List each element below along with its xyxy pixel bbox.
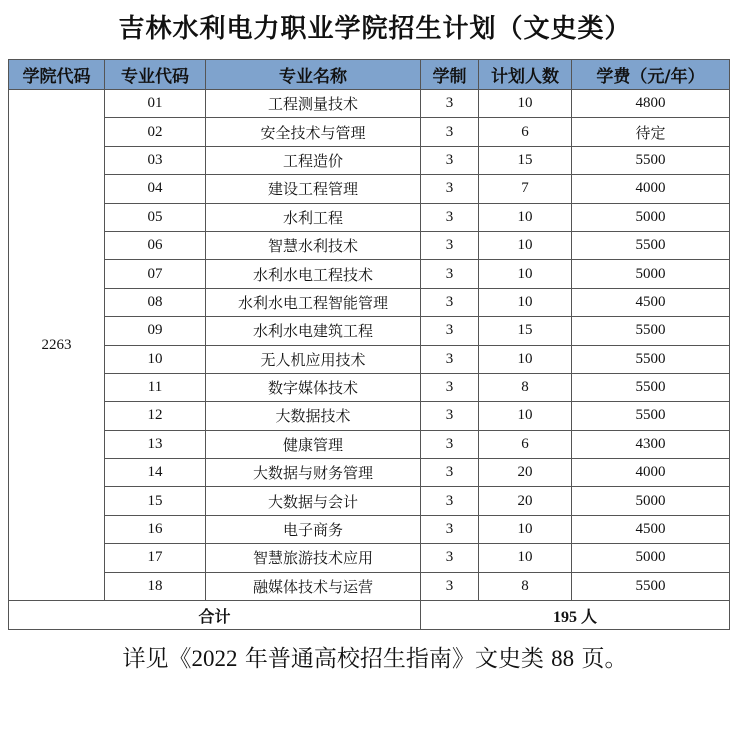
duration-cell: 3 [421,402,479,430]
total-label: 合计 [9,601,421,630]
plan-count-cell: 20 [479,487,572,515]
major-name-cell: 数字媒体技术 [206,373,421,401]
tuition-cell: 5000 [572,203,730,231]
header-school-code: 学院代码 [9,60,105,90]
major-name-cell: 建设工程管理 [206,175,421,203]
tuition-cell: 5000 [572,260,730,288]
major-code-cell: 08 [105,288,206,316]
table-row [9,515,730,543]
duration-cell: 3 [421,459,479,487]
footnote-prefix: 详见《 [122,646,192,672]
plan-count-cell: 15 [479,317,572,345]
major-code-cell: 15 [105,487,206,515]
table-row [9,544,730,572]
major-name-cell: 水利水电工程技术 [206,260,421,288]
duration-cell: 3 [421,430,479,458]
major-code-cell: 18 [105,572,206,600]
header-major-name: 专业名称 [206,60,421,90]
table-row [9,487,730,515]
header-major-code: 专业代码 [105,60,206,90]
tuition-cell: 待定 [572,118,730,146]
tuition-cell: 4000 [572,459,730,487]
plan-count-cell: 10 [479,345,572,373]
duration-cell: 3 [421,146,479,174]
school-code-cell: 2263 [9,90,105,601]
plan-count-cell: 8 [479,572,572,600]
table-row [9,459,730,487]
table-row [9,175,730,203]
tuition-cell: 5500 [572,317,730,345]
plan-count-cell: 20 [479,459,572,487]
table-row [9,345,730,373]
plan-count-cell: 10 [479,231,572,259]
major-name-cell: 大数据技术 [206,402,421,430]
footnote-page: 88 [551,646,575,671]
tuition-cell: 4500 [572,288,730,316]
major-name-cell: 水利工程 [206,203,421,231]
duration-cell: 3 [421,373,479,401]
major-code-cell: 03 [105,146,206,174]
major-name-cell: 安全技术与管理 [206,118,421,146]
footnote-suffix: 页。 [574,646,628,672]
major-code-cell: 13 [105,430,206,458]
table-row [9,317,730,345]
duration-cell: 3 [421,118,479,146]
tuition-cell: 4300 [572,430,730,458]
header-tuition: 学费（元/年） [572,60,730,90]
duration-cell: 3 [421,515,479,543]
enrollment-plan-table [8,59,730,630]
major-code-cell: 01 [105,90,206,118]
table-row [9,430,730,458]
plan-count-cell: 6 [479,118,572,146]
table-row [9,572,730,600]
footnote-middle: 年普通高校招生指南》文史类 [237,646,552,672]
major-name-cell: 融媒体技术与运营 [206,572,421,600]
major-name-cell: 大数据与会计 [206,487,421,515]
plan-count-cell: 10 [479,260,572,288]
major-name-cell: 大数据与财务管理 [206,459,421,487]
table-row [9,288,730,316]
plan-count-cell: 10 [479,544,572,572]
plan-count-cell: 10 [479,515,572,543]
table-row [9,146,730,174]
duration-cell: 3 [421,345,479,373]
tuition-cell: 5500 [572,373,730,401]
table-row [9,260,730,288]
duration-cell: 3 [421,572,479,600]
footnote-year: 2022 [191,646,238,671]
tuition-cell: 4800 [572,90,730,118]
tuition-cell: 5500 [572,231,730,259]
page-title: 吉林水利电力职业学院招生计划（文史类） [118,14,632,44]
major-code-cell: 17 [105,544,206,572]
major-name-cell: 无人机应用技术 [206,345,421,373]
major-code-cell: 09 [105,317,206,345]
major-code-cell: 10 [105,345,206,373]
tuition-cell: 4000 [572,175,730,203]
table-row [9,373,730,401]
major-name-cell: 智慧水利技术 [206,231,421,259]
major-code-cell: 16 [105,515,206,543]
plan-count-cell: 6 [479,430,572,458]
duration-cell: 3 [421,175,479,203]
total-value: 195 人 [421,601,730,630]
table-row [9,231,730,259]
table-row [9,203,730,231]
tuition-cell: 4500 [572,515,730,543]
tuition-cell: 5500 [572,146,730,174]
major-code-cell: 12 [105,402,206,430]
footnote [0,640,750,673]
plan-count-cell: 10 [479,402,572,430]
tuition-cell: 5500 [572,402,730,430]
duration-cell: 3 [421,544,479,572]
duration-cell: 3 [421,90,479,118]
header-duration: 学制 [421,60,479,90]
major-code-cell: 04 [105,175,206,203]
tuition-cell: 5000 [572,544,730,572]
major-name-cell: 水利水电工程智能管理 [206,288,421,316]
major-code-cell: 07 [105,260,206,288]
plan-count-cell: 10 [479,203,572,231]
table-row [9,118,730,146]
duration-cell: 3 [421,487,479,515]
duration-cell: 3 [421,231,479,259]
tuition-cell: 5000 [572,487,730,515]
plan-count-cell: 15 [479,146,572,174]
duration-cell: 3 [421,260,479,288]
plan-count-cell: 7 [479,175,572,203]
duration-cell: 3 [421,288,479,316]
plan-count-cell: 8 [479,373,572,401]
major-name-cell: 健康管理 [206,430,421,458]
duration-cell: 3 [421,203,479,231]
total-row [9,601,730,630]
plan-count-cell: 10 [479,90,572,118]
major-code-cell: 05 [105,203,206,231]
major-code-cell: 06 [105,231,206,259]
tuition-cell: 5500 [572,345,730,373]
table-body [9,90,730,630]
table-row [9,402,730,430]
major-code-cell: 14 [105,459,206,487]
major-code-cell: 02 [105,118,206,146]
major-name-cell: 工程造价 [206,146,421,174]
table-row [9,90,730,118]
table-header-row [9,60,730,90]
major-name-cell: 水利水电建筑工程 [206,317,421,345]
major-name-cell: 智慧旅游技术应用 [206,544,421,572]
major-name-cell: 电子商务 [206,515,421,543]
duration-cell: 3 [421,317,479,345]
major-name-cell: 工程测量技术 [206,90,421,118]
header-plan-count: 计划人数 [479,60,572,90]
major-code-cell: 11 [105,373,206,401]
plan-count-cell: 10 [479,288,572,316]
tuition-cell: 5500 [572,572,730,600]
